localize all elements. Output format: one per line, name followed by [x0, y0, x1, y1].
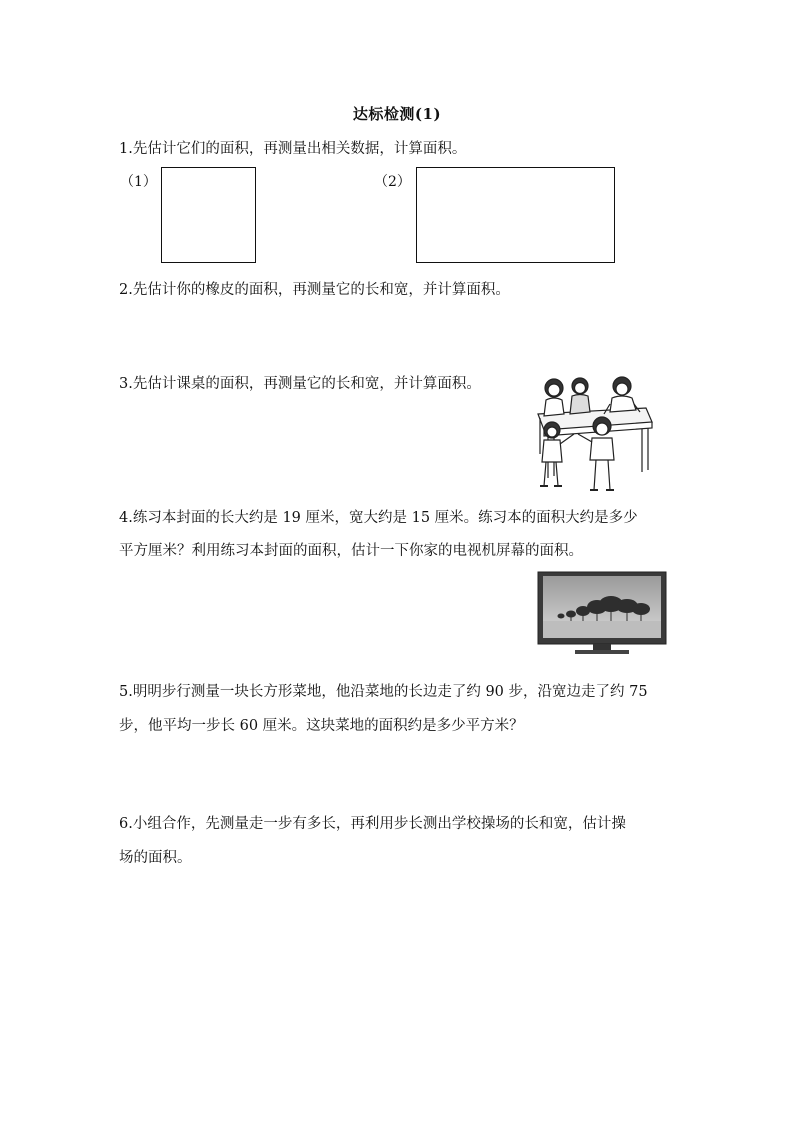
question-1: 1.先估计它们的面积，再测量出相关数据，计算面积。 [119, 141, 467, 157]
rectangle-figure [416, 167, 615, 263]
television-illustration [537, 571, 667, 657]
question-5-line-2: 步，他平均一步长 60 厘米。这块菜地的面积约是多少平方米？ [119, 718, 524, 734]
figure-label-1: （1） [120, 174, 157, 190]
question-4-line-1: 4.练习本封面的长大约是 19 厘米，宽大约是 15 厘米。练习本的面积大约是多少 [119, 510, 638, 526]
question-6-line-2: 场的面积。 [119, 850, 192, 866]
question-4-line-2: 平方厘米？利用练习本封面的面积，估计一下你家的电视机屏幕的面积。 [119, 543, 583, 559]
children-desk-illustration [524, 374, 658, 494]
question-3: 3.先估计课桌的面积，再测量它的长和宽，并计算面积。 [119, 376, 481, 392]
question-6-line-1: 6.小组合作，先测量走一步有多长，再利用步长测出学校操场的长和宽，估计操 [119, 816, 626, 832]
figure-label-2: （2） [374, 174, 411, 190]
square-figure [161, 167, 256, 263]
question-5-line-1: 5.明明步行测量一块长方形菜地，他沿菜地的长边走了约 90 步，沿宽边走了约 75 [119, 684, 648, 700]
page-title: 达标检测(1) [352, 105, 442, 123]
question-2: 2.先估计你的橡皮的面积，再测量它的长和宽，并计算面积。 [119, 282, 510, 298]
